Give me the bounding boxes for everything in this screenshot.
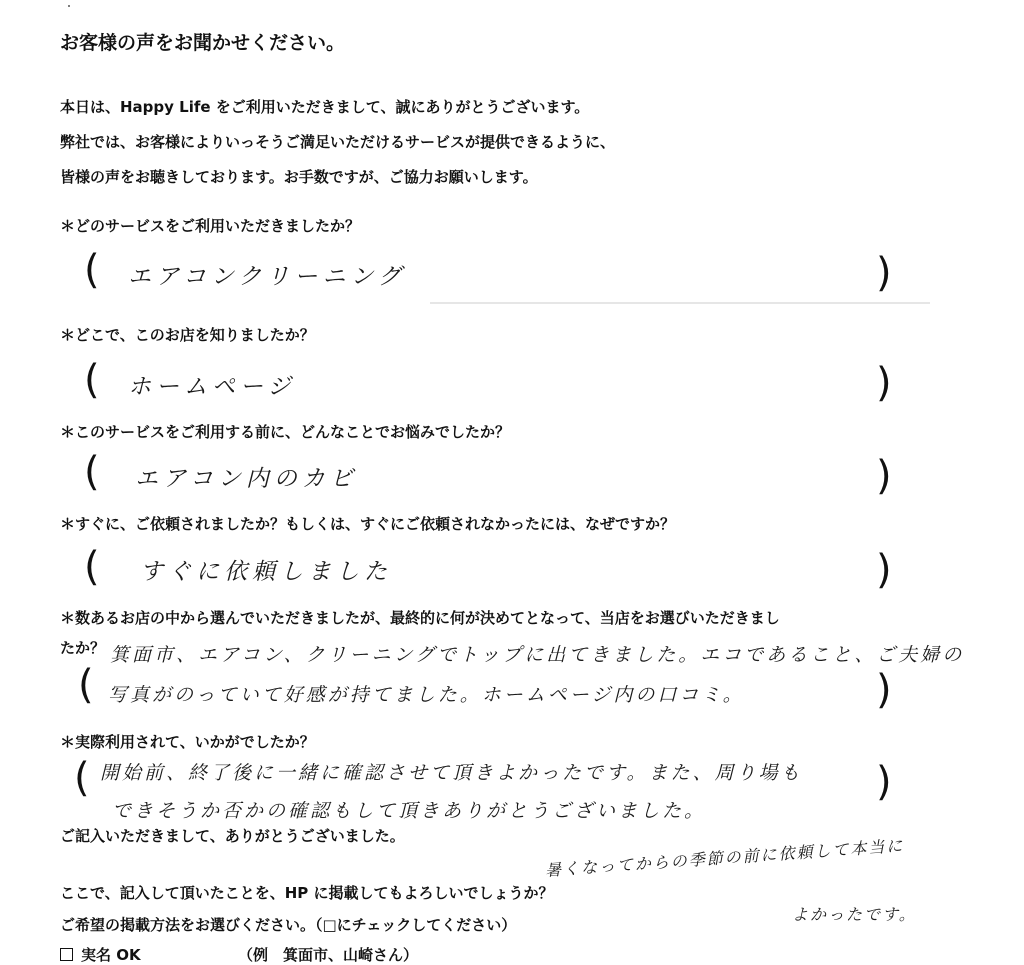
answer-deciding-factor-line-1: 箕面市、エアコン、クリーニングでトップに出てきました。エコであること、ご夫婦の [110,644,965,666]
close-paren: ) [876,453,892,499]
answer-service: エアコンクリーニング [128,264,406,290]
intro-line-2: 弊社では、お客様によりいっそうご満足いただけるサービスが提供できるように、 [60,133,616,151]
checkbox-real-name[interactable] [60,948,73,961]
close-paren: ) [876,360,892,406]
answer-experience-extra-line-1: 暑くなってからの季節の前に依頼して本当に [544,835,905,880]
hp-publish-question: ここで、記入して頂いたことを、HP に掲載してもよろしいでしょうか？ [60,884,554,902]
question-concern: ＊このサービスをご利用する前に、どんなことでお悩みでしたか？ [60,423,511,441]
open-paren: ( [84,247,100,293]
question-deciding-factor-cont: たか？ [60,639,106,657]
answer-deciding-factor-line-2: 写真がのっていて好感が持てました。ホームページ内の口コミ。 [108,684,745,706]
option-real-name[interactable] [60,944,141,965]
close-paren: ) [876,667,892,713]
answer-experience-line-2: できそうか否かの確認もして頂きありがとうございました。 [112,800,707,822]
open-paren: ( [84,449,100,495]
open-paren: ( [84,357,100,403]
answer-experience-line-1: 開始前、終了後に一緒に確認させて頂きよかったです。また、周り場も [100,762,803,784]
answer-request-timing: すぐに依頼しました [140,559,392,585]
open-paren: ( [74,755,90,801]
question-how-found: ＊どこで、このお店を知りましたか？ [60,326,315,344]
answer-how-found: ホームページ [128,374,296,400]
scan-speck [68,5,70,7]
open-paren: ( [78,662,94,708]
scan-line [430,302,930,304]
question-request-timing: ＊すぐに、ご依頼されましたか？もしくは、すぐにご依頼されなかったには、なぜですか？ [60,515,676,533]
answer-concern: エアコン内のカビ [135,466,358,492]
question-service: ＊どのサービスをご利用いただきましたか？ [60,217,361,235]
intro-line-3: 皆様の声をお聴きしております。お手数ですが、ご協力お願いします。 [60,168,538,186]
close-paren: ) [876,250,892,296]
intro-line-1: 本日は、Happy Life をご利用いただきまして、誠にありがとうございます。 [60,98,590,116]
answer-experience-extra-line-2: よかったです。 [792,905,917,924]
question-deciding-factor: ＊数あるお店の中から選んでいただきましたが、最終的に何が決めてとなって、当店をお選びいただきまし [60,609,780,627]
question-experience: ＊実際利用されて、いかがでしたか？ [60,733,315,751]
closing-thanks: ご記入いただきまして、ありがとうございました。 [60,827,405,845]
close-paren: ) [876,547,892,593]
page-title: お客様の声をお聞かせください。 [60,32,346,54]
option-real-name-example: （例 箕面市、山崎さん） [238,946,419,964]
open-paren: ( [84,544,100,590]
close-paren: ) [876,759,892,805]
hp-publish-instruction: ご希望の掲載方法をお選びください。（□にチェックしてください） [60,916,517,934]
option-real-name-label: 実名 OK [81,946,141,964]
